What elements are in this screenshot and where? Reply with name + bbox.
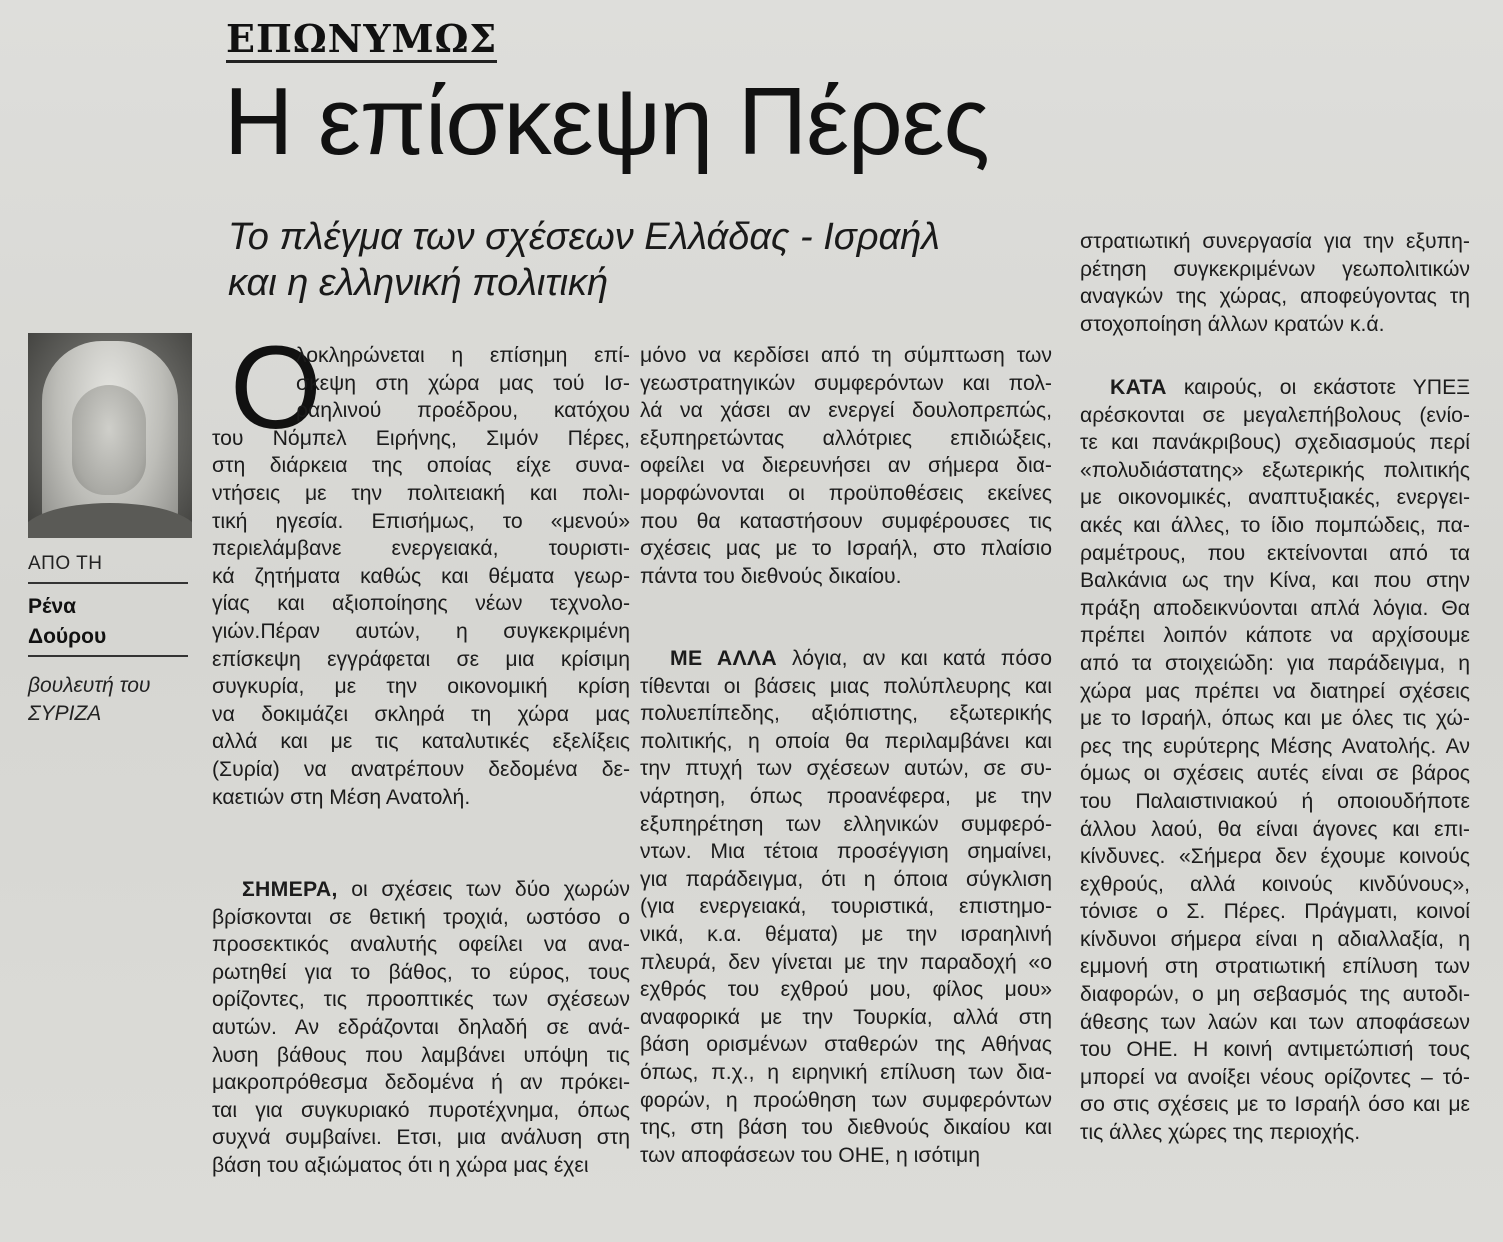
text-line: ρωτηθεί για το βάθος, το εύρος, τους [212, 960, 630, 984]
text-line: λά να χάσει αν ενεργεί δουλοπρεπώς, [640, 399, 1052, 423]
text-line: γίας και αξιοποίησης νέων τεχνολο- [212, 592, 630, 616]
author-role-line: βουλευτή του [28, 674, 151, 697]
text-line: τις άλλες χώρες της περιοχής. [1080, 1121, 1361, 1145]
text-line: (Συρία) να ανατρέπουν δεδομένα δε- [212, 757, 630, 781]
text-line: εχθρός του εχθρού μου, φίλος μου» [640, 978, 1052, 1002]
text-line: που θα καταστήσουν συμφέρουσες τις [640, 509, 1052, 533]
text-line: τίθενται οι βάσεις μιας πολύπλευρης και [640, 674, 1052, 698]
author-last-name: Δούρου [28, 625, 107, 648]
text-line: άθεσης των λαών και των αποφάσεων [1080, 1010, 1470, 1034]
text-line: ακές και άλλες, το ίδιο πομπώδεις, πα- [1080, 513, 1470, 537]
text-line: ντήσεις με την πολιτειακή και πολι- [212, 481, 630, 505]
subhead-line: Το πλέγμα των σχέσεων Ελλάδας - Ισραήλ [228, 216, 940, 258]
text-line: της, στη βάση του διεθνούς δικαίου και [640, 1116, 1052, 1140]
text-line: λοκληρώνεται η επίσημη επί- [296, 344, 630, 367]
text-line: μορφώνονται οι προϋποθέσεις εκείνες [640, 481, 1052, 505]
text-line: κά ζητήματα καθώς και θέματα γεωρ- [212, 564, 630, 588]
text-line: βάση του αξιώματος ότι η χώρα μας έχει [212, 1153, 589, 1177]
text-line: εξυπηρέτηση των ελληνικών συμφερό- [640, 812, 1052, 836]
text-line: για παράδειγμα, ότι η όποια σύγκλιση [640, 867, 1052, 891]
author-role-line: ΣΥΡΙΖΑ [28, 702, 102, 725]
text-line: ραμέτρους, που εκτείνονται από τα [1080, 541, 1470, 565]
text-line: ρες της ευρύτερης Μέσης Ανατολής. Αν [1080, 734, 1470, 758]
text-line: μπορεί να ανοίξει νέους ορίζοντες – τό- [1080, 1065, 1470, 1089]
headline: Η επίσκεψη Πέρες [224, 68, 989, 175]
text-line: νάρτηση, όπως προανέφερα, με την [640, 784, 1052, 808]
text-line: πολιτικής, η οποία θα περιλαμβάνει και [640, 729, 1052, 753]
lead-in: ΜΕ ΑΛΛΑ [670, 647, 777, 670]
text-line: αναφορικά με την Τουρκία, αλλά στη [640, 1005, 1052, 1029]
text-line: χώρα μας πρέπει να διατηρεί σχέσεις [1080, 679, 1470, 703]
paragraph [212, 876, 630, 1180]
text-line: εχθρούς, αλλά κοινούς κινδύνους», [1080, 872, 1470, 896]
text-line: των αποφάσεων του ΟΗΕ, η ισότιμη [640, 1143, 980, 1167]
subhead [228, 214, 1008, 306]
text-line: φορών, η προώθηση των συμφερόντων [640, 1088, 1052, 1112]
text-line: (για ενεργειακά, τουριστικά, επιστημο- [640, 895, 1052, 919]
text-line: του Παλαιστινιακού ή οποιουδήποτε [1080, 789, 1470, 813]
paragraph [640, 342, 1052, 590]
text-line: πρέπει λοιπόν κάποτε να αρχίσουμε [1080, 624, 1470, 648]
text-line: μακροπρόθεσμα δεδομένα ή αν πρόκει- [212, 1071, 630, 1095]
text-line: στρατιωτική συνεργασία για την εξυπη- [1080, 230, 1470, 253]
text-line: ραηλινού προέδρου, κατόχου [296, 399, 630, 423]
subhead-line: και η ελληνική πολιτική [228, 262, 609, 304]
text-line: μόνο να κερδίσει από τη σύμπτωση των [640, 344, 1052, 367]
text-line: όπως, π.χ., η ειρηνική επίλυση των δια- [640, 1060, 1052, 1084]
text-line: διαφορών, ο μη σεβασμός της αυτοδι- [1080, 983, 1470, 1007]
text-line: πλευρά, δεν γίνεται με την παραδοχή «ο [640, 950, 1052, 974]
byline-divider [28, 582, 188, 584]
paragraph [640, 645, 1052, 1169]
text-line: νικά, κ.α. θέματα) με την ισραηλινή [640, 922, 1052, 946]
text-line: καετιών στη Μέση Ανατολή. [212, 785, 471, 809]
text-line: προσεκτικός αναλυτής οφείλει να ανα- [212, 933, 630, 957]
text-line: συχνά συμβαίνει. Ετσι, μια ανάλυση στη [212, 1126, 630, 1150]
text-line: την πτυχή των σχέσεων αυτών, σε συ- [640, 757, 1052, 781]
byline-divider [28, 655, 188, 657]
text-line: πάντα του διεθνούς δικαίου. [640, 564, 902, 588]
text-line: ται για συγκυριακό πυροτέχνημα, όπως [212, 1098, 630, 1122]
text-line: λυση βάθους που λαμβάνει υπόψη τις [212, 1043, 630, 1067]
text-line: Βαλκάνια ως την Κίνα, και που στην [1080, 569, 1470, 593]
text-line: τική ηγεσία. Επισήμως, το «μενού» [212, 509, 630, 533]
text-line: με το Ισραήλ, όπως και με όλες τις χώ- [1080, 707, 1470, 731]
text-line: αναγκών της χώρας, αποφεύγοντας τη [1080, 285, 1470, 309]
text-line: βρίσκονται σε θετική τροχιά, ωστόσο ο [212, 905, 630, 929]
text-line: αρέσκονται σε μεγαλεπήβολους (ενίο- [1080, 403, 1470, 427]
text-line: στοχοποίηση άλλων κρατών κ.ά. [1080, 312, 1385, 336]
text-line: συγκυρία, με την οικονομική κρίση [212, 675, 630, 699]
text-line: εξυπηρετώντας αλλότριες επιδιώξεις, [640, 426, 1052, 450]
text-line: του Νόμπελ Ειρήνης, Σιμόν Πέρες, [212, 426, 630, 450]
text-line: στη διάρκεια της οποίας είχε συνα- [212, 454, 630, 478]
text-line: βάση ορισμένων σταθερών της Αθήνας [640, 1033, 1052, 1057]
text-line: πολυεπίπεδης, αξιόπιστης, εξωτερικής [640, 702, 1052, 726]
paragraph [1080, 374, 1470, 1147]
byline-intro: ΑΠΟ ΤΗ [28, 553, 103, 574]
author-photo [28, 333, 192, 538]
text-line: αλλά και με τις καταλυτικές εξελίξεις [212, 730, 630, 754]
text-line: εμμονή στη στρατιωτική επίλυση των [1080, 955, 1470, 979]
section-tag: ΕΠΩΝΥΜΩΣ [226, 16, 498, 61]
text-line: όμως οι σχέσεις αυτές είναι σε βάρος [1080, 762, 1470, 786]
author-name [28, 592, 188, 652]
text-line: από τα στοιχειώδη: για παράδειγμα, η [1080, 651, 1470, 675]
paragraph [1080, 228, 1470, 338]
text-line: κίνδυνοι σήμερα είναι η αδιαλλαξία, η [1080, 927, 1470, 951]
text-line: πράξη αποδεικνύονται απλά λόγια. Θα [1080, 596, 1470, 620]
text-line: ορίζοντες, τις προοπτικές των σχέσεων [212, 988, 630, 1012]
text-line: περιελάμβανε ενεργειακά, τουριστι- [212, 537, 630, 561]
text-line: άλλου λαού, θα είναι άγονες και επι- [1080, 817, 1470, 841]
text-line: τε και πανάκριβους) σχεδιασμούς περί [1080, 431, 1470, 455]
text-line: «πολυδιάστατης» εξωτερικής πολιτικής [1080, 458, 1470, 482]
text-line: επίσκεψη εγγράφεται σε μια κρίσιμη [212, 647, 630, 671]
paragraph [212, 322, 630, 811]
text-line: του ΟΗΕ. Η κοινή αντιμετώπισή τους [1080, 1038, 1470, 1062]
text-line: σκεψη στη χώρα μας τού Ισ- [296, 371, 630, 395]
text-line: ντων. Μια τέτοια προσέγγιση σημαίνει, [640, 840, 1052, 864]
lead-in: ΣΗΜΕΡΑ, [242, 878, 338, 901]
text-line: σχέσεις μας με το Ισραήλ, στο πλαίσιο [640, 537, 1052, 561]
author-role [28, 672, 203, 728]
text-line: τόνισε ο Σ. Πέρες. Πράγματι, κοινοί [1080, 900, 1470, 924]
lead-in: ΚΑΤΑ [1110, 376, 1167, 399]
text-line: οφείλει να διερευνήσει αν σήμερα δια- [640, 454, 1052, 478]
text-line: ΜΕ ΑΛΛΑ λόγια, αν και κατά πόσο [670, 647, 1052, 670]
text-line: με οικονομικές, αναπτυξιακές, ενεργει- [1080, 486, 1470, 510]
text-line: γεωστρατηγικών συμφερόντων και πολ- [640, 371, 1052, 395]
author-first-name: Ρένα [28, 595, 77, 618]
text-line: κίνδυνες. «Σήμερα δεν έχουμε κοινούς [1080, 845, 1470, 869]
drop-cap: Ο [230, 322, 322, 454]
text-line: ΣΗΜΕΡΑ, οι σχέσεις των δύο χωρών [242, 878, 630, 901]
text-line: γιών.Πέραν αυτών, η συγκεκριμένη [212, 619, 630, 643]
text-line: αυτών. Αν εδράζονται δηλαδή σε ανά- [212, 1015, 630, 1039]
text-line: σο στις σχέσεις με το Ισραήλ όσο και με [1080, 1093, 1470, 1117]
text-line: ρέτηση συγκεκριμένων γεωπολιτικών [1080, 257, 1470, 281]
text-line: ΚΑΤΑ καιρούς, οι εκάστοτε ΥΠΕΞ [1110, 376, 1470, 399]
text-line: να δοκιμάζει σκληρά τη χώρα μας [212, 702, 630, 726]
